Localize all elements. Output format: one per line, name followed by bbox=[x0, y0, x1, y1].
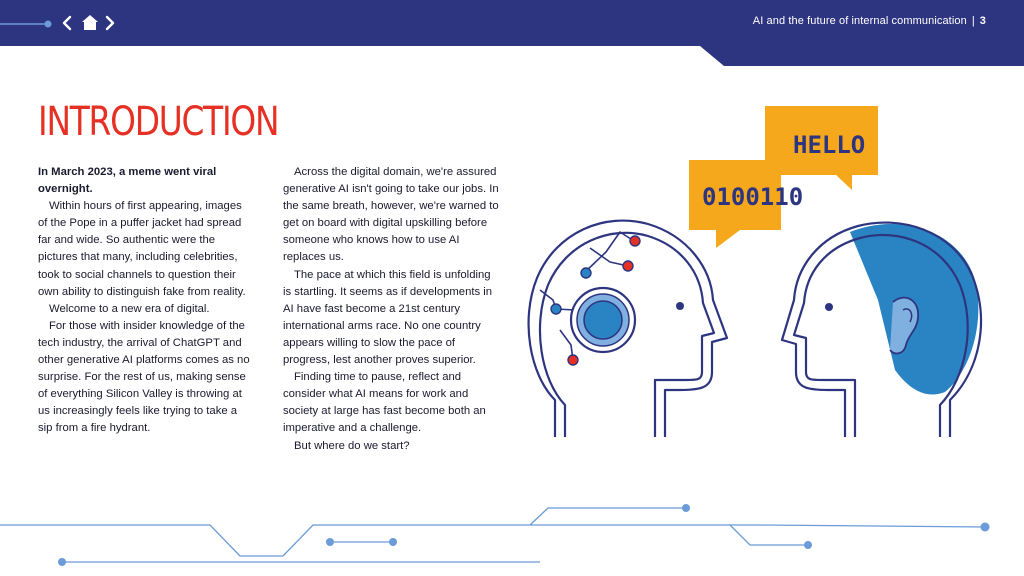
nav-decor-dot bbox=[45, 21, 52, 28]
ai-vs-human-illustration bbox=[520, 100, 990, 450]
chevron-right-icon[interactable] bbox=[101, 10, 119, 36]
robot-pupil-dot bbox=[676, 302, 684, 310]
page-number: 3 bbox=[979, 15, 986, 27]
circuit-node-blue bbox=[551, 304, 561, 314]
text-column-1 bbox=[38, 164, 250, 438]
circuit-dot bbox=[389, 538, 397, 546]
body-paragraph: Welcome to a new era of digital. bbox=[49, 302, 210, 315]
hello-bubble-text: HELLO bbox=[793, 131, 866, 159]
body-paragraph: Across the digital domain, we're assured generative AI isn't going to take our jobs. In the same breath, however, we're warned to get on board with digital upskilling before someone who knows how to use AI replaces us. bbox=[283, 166, 499, 264]
circuit-node-red bbox=[623, 261, 633, 271]
chevron-left-icon[interactable] bbox=[58, 10, 76, 36]
circuit-node-red bbox=[630, 236, 640, 246]
circuit-dot bbox=[981, 523, 990, 532]
body-paragraph: But where do we start? bbox=[294, 439, 410, 452]
circuit-dot bbox=[58, 558, 66, 566]
home-icon[interactable] bbox=[79, 10, 101, 36]
body-paragraph: Finding time to pause, reflect and consider what AI means for work and society at large has fast become both an imperative and a challenge. bbox=[283, 371, 486, 435]
circuit-node-blue bbox=[581, 268, 591, 278]
lead-paragraph: In March 2023, a meme went viral overnight. bbox=[38, 166, 217, 196]
body-paragraph: For those with insider knowledge of the tech industry, the arrival of ChatGPT and other generative AI platforms comes as no surprise. For the rest of us, making sense of everything Silicon Valley is throwing at us increasingly feels like trying to take a sip from a fire hydrant. bbox=[38, 319, 250, 435]
body-paragraph: The pace at which this field is unfolding is startling. It seems as if developments in AI have fast become a 21st century international arms race. No one country appears willing to slow the pace of progress, lest another proves superior. bbox=[283, 268, 493, 367]
page-title: INTRODUCTION bbox=[38, 99, 279, 145]
circuit-dot bbox=[326, 538, 334, 546]
header-bar bbox=[0, 0, 1024, 66]
binary-bubble-text: 0100110 bbox=[702, 183, 804, 211]
circuit-dot bbox=[682, 504, 690, 512]
circuit-node-red bbox=[568, 355, 578, 365]
human-eye-dot bbox=[825, 303, 833, 311]
title-separator: | bbox=[971, 15, 975, 27]
document-title-text: AI and the future of internal communication bbox=[752, 15, 967, 27]
body-paragraph: Within hours of first appearing, images of the Pope in a puffer jacket had spread far and wide. So authentic were the pictures that many, including celebrities, took to social channels to question their own ability to distinguish fake from reality. bbox=[38, 200, 246, 298]
robot-eye-core bbox=[584, 301, 622, 339]
bottom-circuit-decoration bbox=[0, 495, 1024, 576]
circuit-dot bbox=[804, 541, 812, 549]
document-title bbox=[753, 15, 986, 27]
text-column-2 bbox=[283, 164, 501, 455]
hello-speech-bubble bbox=[765, 106, 878, 190]
